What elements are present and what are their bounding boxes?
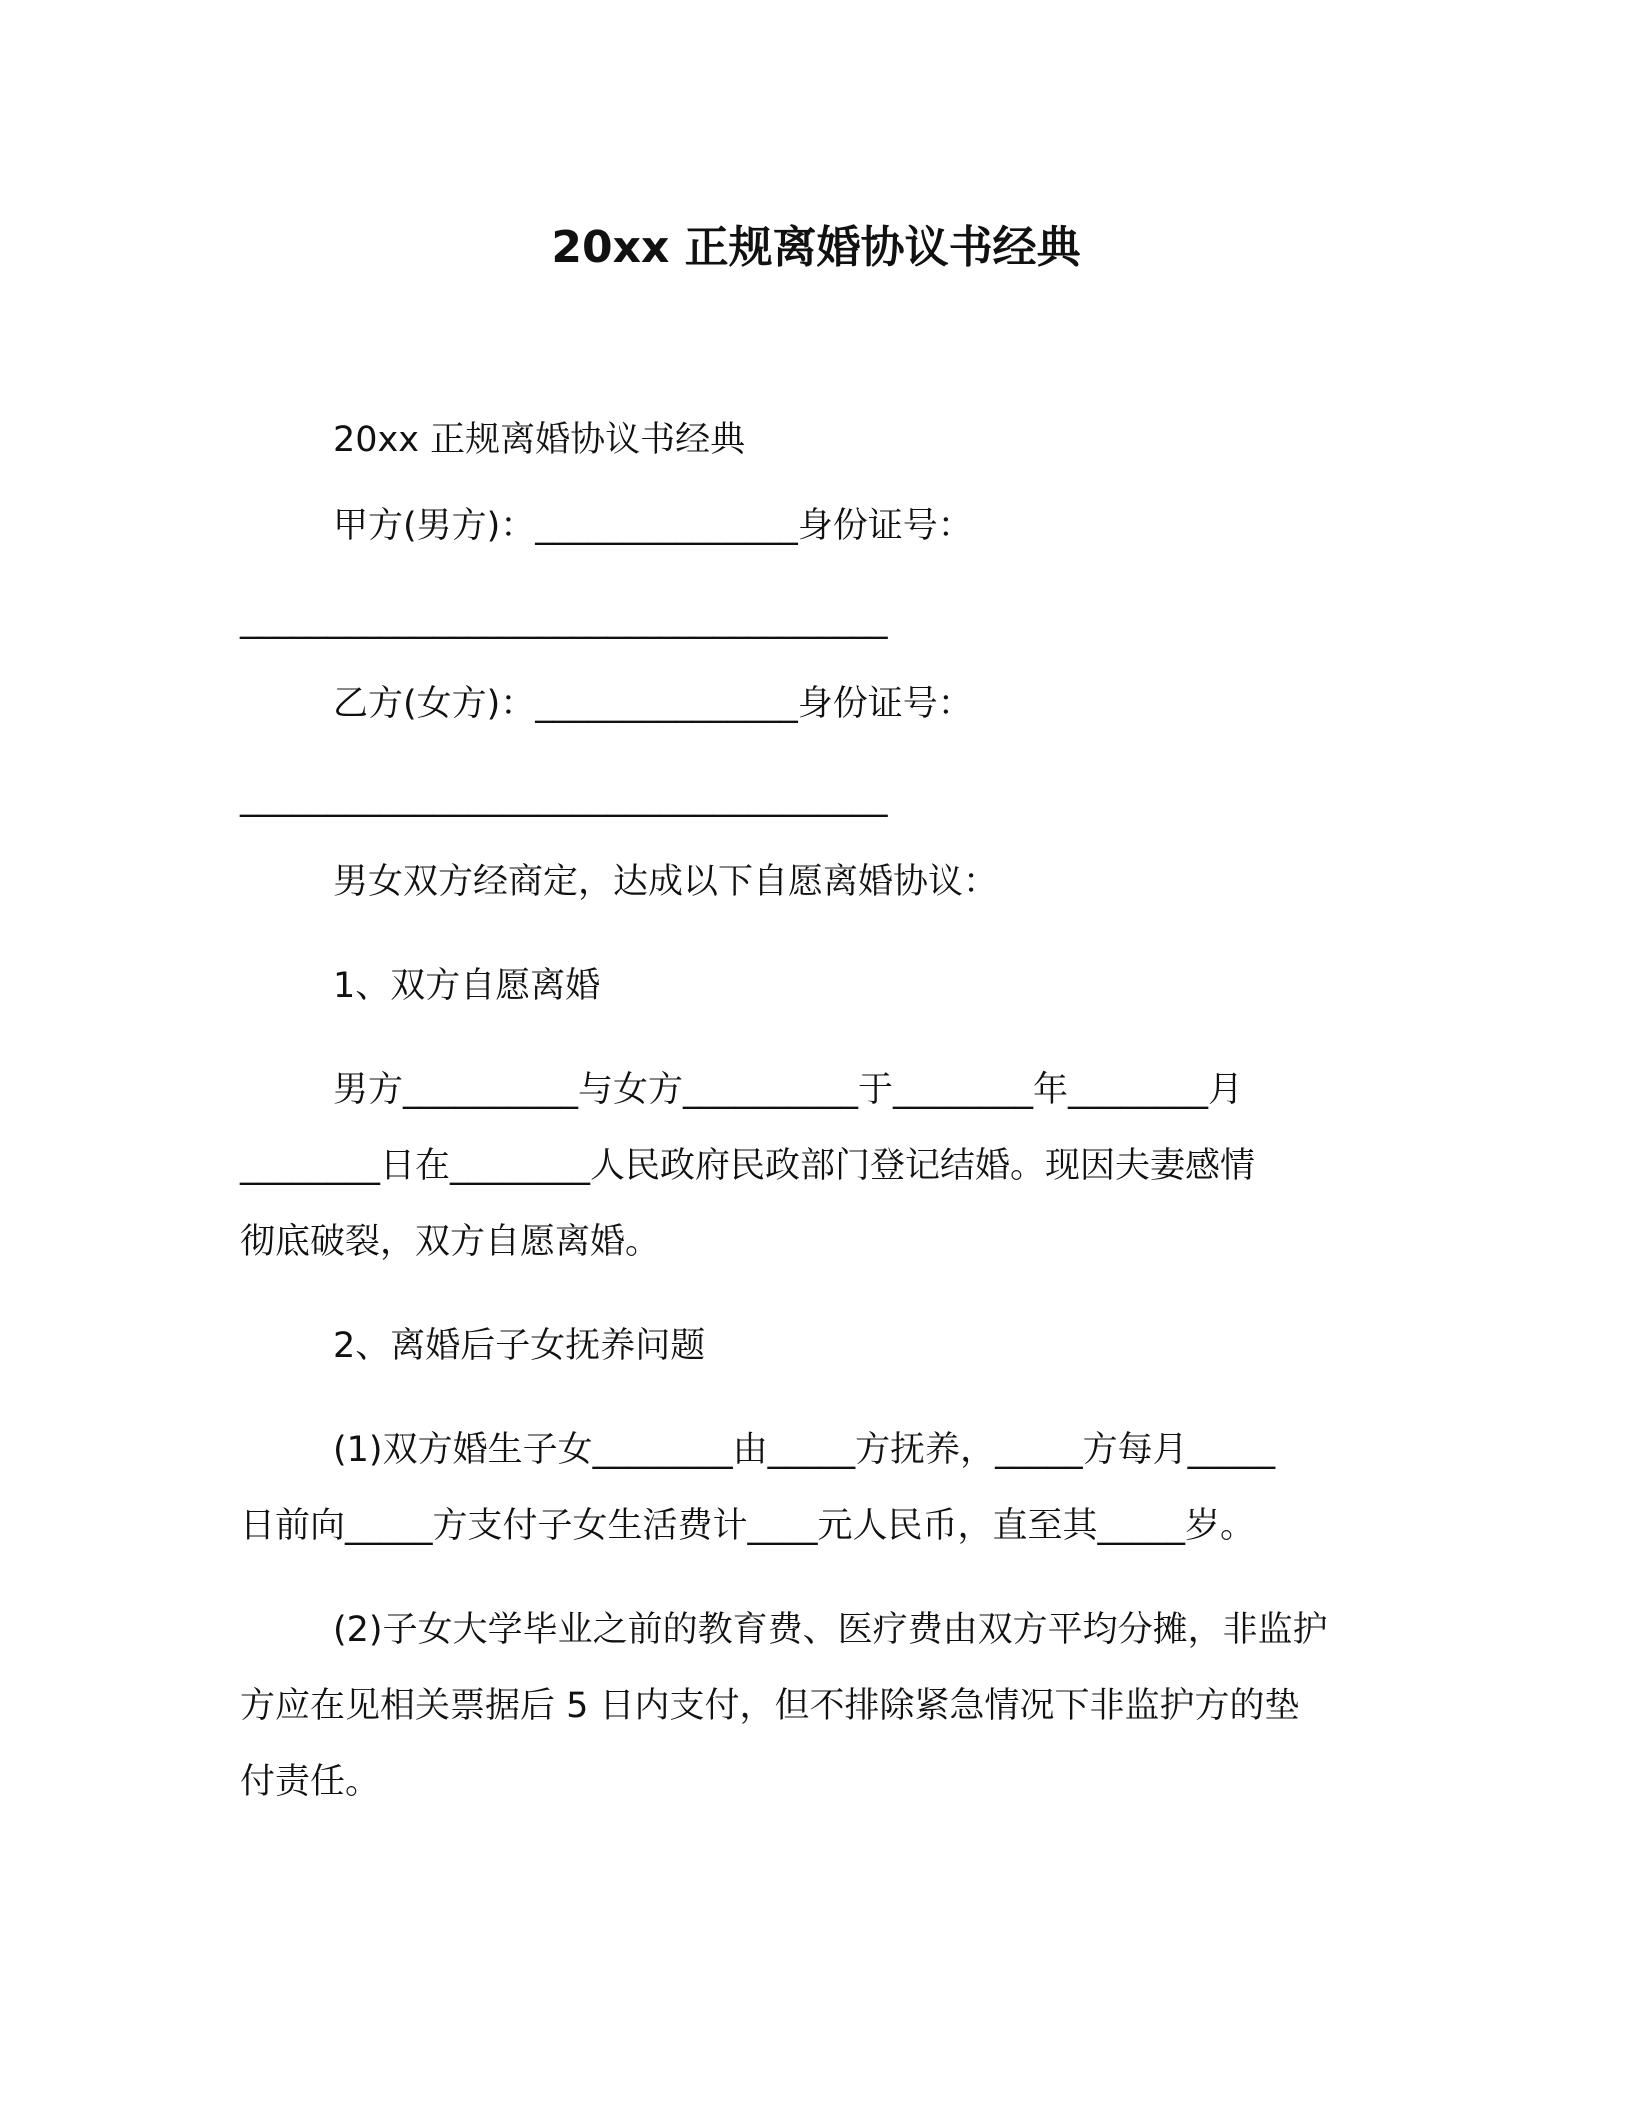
party-b-id-blank: _____________________________________ xyxy=(240,778,888,818)
party-a-line: 甲方(男方)：_______________身份证号： xyxy=(333,506,973,546)
document-title: 20xx 正规离婚协议书经典 xyxy=(551,222,1081,273)
section-1-line-2: ________日在________人民政府民政部门登记结婚。现因夫妻感情 xyxy=(240,1146,1256,1186)
party-a-id-blank: _____________________________________ xyxy=(240,600,888,640)
party-b-line: 乙方(女方)：_______________身份证号： xyxy=(333,684,973,724)
section-1-line-3: 彻底破裂，双方自愿离婚。 xyxy=(240,1222,661,1262)
section-1-line-1: 男方__________与女方__________于________年________月 xyxy=(333,1070,1244,1110)
section-2-item-1-line-2: 日前向_____方支付子女生活费计____元人民币，直至其_____岁。 xyxy=(240,1506,1256,1546)
intro-paragraph: 男女双方经商定，达成以下自愿离婚协议： xyxy=(333,862,999,902)
section-1-heading: 1、双方自愿离婚 xyxy=(333,966,601,1006)
section-2-item-2-line-3: 付责任。 xyxy=(240,1762,381,1802)
section-2-item-2-line-1: (2)子女大学毕业之前的教育费、医疗费由双方平均分摊，非监护 xyxy=(333,1610,1328,1650)
document-subtitle: 20xx 正规离婚协议书经典 xyxy=(333,420,746,460)
section-2-item-2-line-2: 方应在见相关票据后 5 日内支付，但不排除紧急情况下非监护方的垫 xyxy=(240,1686,1300,1726)
section-2-heading: 2、离婚后子女抚养问题 xyxy=(333,1326,706,1366)
section-2-item-1-line-1: (1)双方婚生子女________由_____方抚养，_____方每月_____ xyxy=(333,1430,1276,1470)
